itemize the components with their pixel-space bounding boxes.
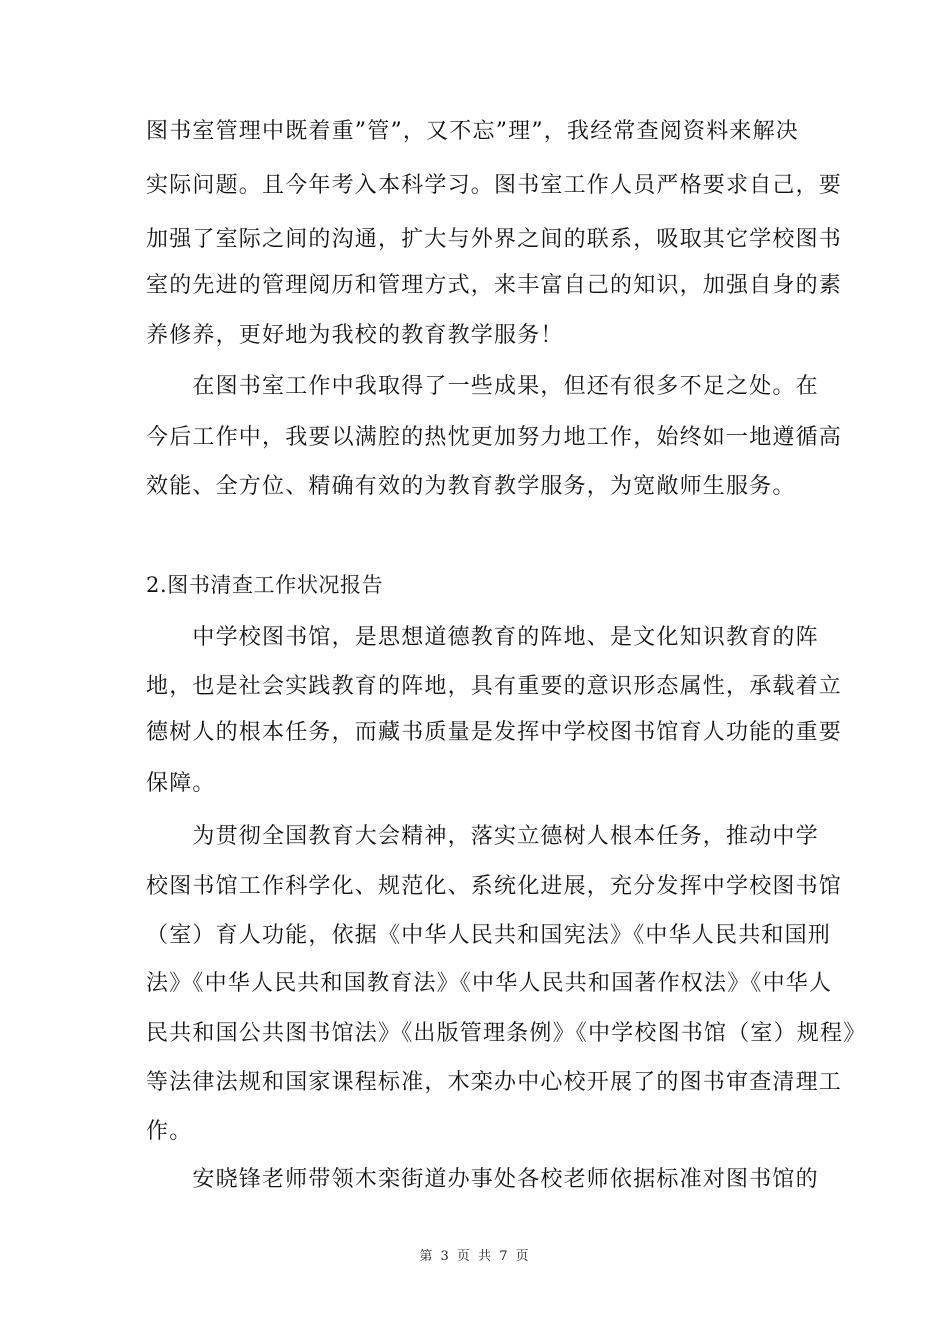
- paragraph-3-line-4: 保障。: [146, 771, 216, 796]
- paragraph-1-line-2: 实际问题。且今年考入本科学习。图书室工作人员严格要求自己，要: [146, 173, 843, 198]
- paragraph-2-line-1: 在图书室工作中我取得了一些成果，但还有很多不足之处。在: [146, 374, 819, 399]
- paragraph-2-line-3: 效能、全方位、精确有效的为教育教学服务，为宽敞师生服务。: [146, 474, 796, 499]
- paragraph-4-line-6: 等法律法规和国家课程标准，木栾办中心校开展了的图书审查清理工: [146, 1070, 843, 1095]
- paragraph-1-line-4: 室的先进的管理阅历和管理方式，来丰富自己的知识，加强自身的素: [146, 273, 843, 298]
- paragraph-4-line-1: 为贯彻全国教育大会精神，落实立德树人根本任务，推动中学: [146, 824, 819, 849]
- paragraph-2-line-2: 今后工作中，我要以满腔的热忱更加努力地工作，始终如一地遵循高: [146, 425, 843, 450]
- paragraph-1-line-5: 养修养，更好地为我校的教育教学服务！: [146, 323, 564, 348]
- paragraph-1-line-1: 图书室管理中既着重”管”，又不忘”理”，我经常查阅资料来解决: [146, 119, 799, 144]
- paragraph-4-line-4: 法》《中华人民共和国教育法》《中华人民共和国著作权法》《中华人: [146, 971, 833, 996]
- paragraph-4-line-7: 作。: [146, 1119, 193, 1144]
- paragraph-4-line-2: 校图书馆工作科学化、规范化、系统化进展，充分发挥中学校图书馆: [146, 874, 843, 899]
- paragraph-3-line-1: 中学校图书馆，是思想道德教育的阵地、是文化知识教育的阵: [146, 625, 819, 650]
- paragraph-5-line-1: 安晓锋老师带领木栾街道办事处各校老师依据标准对图书馆的: [146, 1167, 819, 1192]
- paragraph-3-line-3: 德树人的根本任务，而藏书质量是发挥中学校图书馆育人功能的重要: [146, 720, 843, 745]
- paragraph-1-line-3: 加强了室际之间的沟通，扩大与外界之间的联系，吸取其它学校图书: [146, 227, 843, 252]
- page-footer: 第 3 页 共 7 页: [419, 1249, 531, 1264]
- section-heading: 2.图书清查工作状况报告: [146, 573, 384, 597]
- paragraph-4-line-5: 民共和国公共图书馆法》《出版管理条例》《中学校图书馆（室）规程》: [146, 1021, 867, 1046]
- paragraph-3-line-2: 地，也是社会实践教育的阵地，具有重要的意识形态属性，承载着立: [146, 674, 843, 699]
- paragraph-4-line-3: （室）育人功能，依据《中华人民共和国宪法》《中华人民共和国刑: [146, 923, 832, 948]
